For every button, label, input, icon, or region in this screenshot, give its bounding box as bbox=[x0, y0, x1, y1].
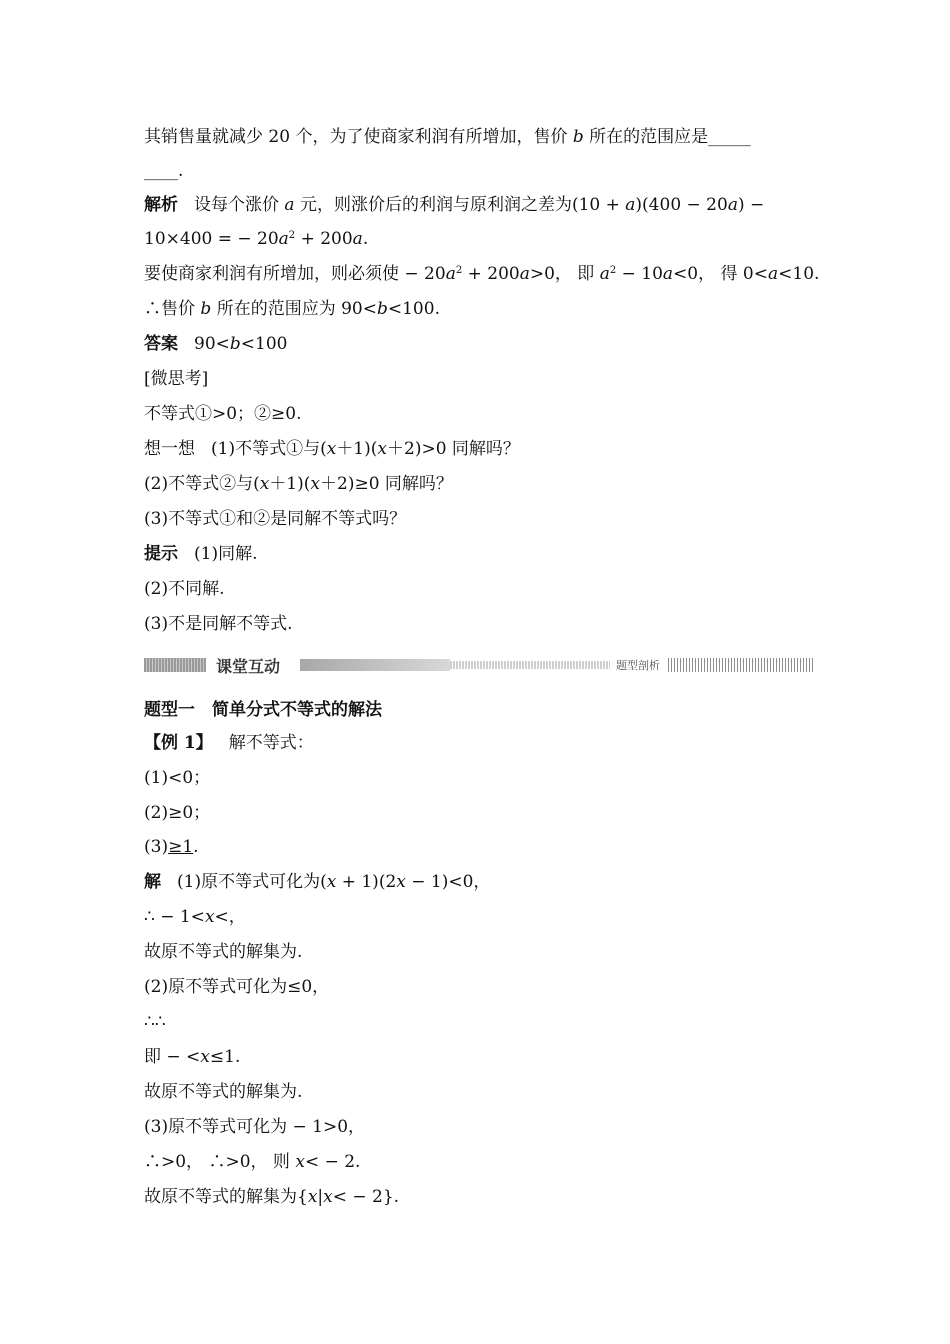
text: <100 bbox=[240, 334, 288, 354]
text: 要使商家利润有所增加，则必须使 − 20 bbox=[144, 264, 446, 284]
var-a: a bbox=[768, 264, 779, 284]
text: <10. bbox=[778, 264, 820, 284]
solution-line-3: 故原不等式的解集为. bbox=[144, 942, 303, 962]
var-a: a bbox=[662, 264, 674, 284]
answer-label: 答案 bbox=[144, 334, 178, 354]
analysis-line-2 bbox=[144, 228, 368, 250]
problem-1: (1)<0； bbox=[144, 768, 211, 788]
var-x: x bbox=[204, 907, 215, 927]
text: + 1)(2 bbox=[336, 872, 397, 892]
var-x: x bbox=[326, 439, 337, 459]
think-question-2 bbox=[144, 473, 453, 495]
var-x: x bbox=[310, 474, 320, 494]
question-label: 想一想 bbox=[144, 439, 195, 459]
var-a: a bbox=[445, 264, 456, 284]
text: ＋1)( bbox=[336, 439, 378, 459]
hint-line-3: (3)不是同解不等式. bbox=[144, 614, 293, 634]
solution-line-8: (3)原不等式可化为 − 1>0， bbox=[144, 1117, 366, 1137]
var-a: a bbox=[352, 229, 363, 249]
think-question-3: (3)不等式①和②是同解不等式吗？ bbox=[144, 509, 407, 529]
intro-line-1 bbox=[144, 126, 751, 148]
text: + 200 bbox=[295, 229, 353, 249]
exponent: 2 bbox=[609, 265, 617, 276]
text: <100. bbox=[387, 299, 440, 319]
var-a: a bbox=[599, 264, 610, 284]
text: 所在的范围应为 90< bbox=[211, 299, 377, 319]
text: <， bbox=[214, 907, 246, 927]
text: <0， 得 0< bbox=[673, 264, 768, 284]
text: (2)不等式②与( bbox=[144, 474, 260, 494]
var-x: x bbox=[396, 872, 406, 892]
text: ＋2)≥0 同解吗？ bbox=[320, 474, 453, 494]
var-x: x bbox=[307, 1187, 318, 1207]
text: . bbox=[362, 229, 369, 249]
text: ＋2)>0 同解吗？ bbox=[387, 439, 520, 459]
solution-line-2 bbox=[144, 906, 246, 928]
text: ∴>0， ∴>0， 则 bbox=[144, 1152, 296, 1172]
var-b: b bbox=[229, 334, 241, 354]
exponent: 2 bbox=[455, 265, 463, 276]
var-b: b bbox=[572, 127, 584, 147]
analysis-line-3 bbox=[144, 263, 819, 285]
solution-line-1 bbox=[144, 871, 490, 893]
text: + 200 bbox=[462, 264, 520, 284]
var-x: x bbox=[259, 474, 270, 494]
var-a: a bbox=[625, 195, 636, 215]
solution-line-10 bbox=[144, 1186, 399, 1208]
var-x: x bbox=[326, 872, 337, 892]
solution-line-7: 故原不等式的解集为. bbox=[144, 1082, 303, 1102]
text: )(400 − 20 bbox=[635, 195, 728, 215]
solution-label: 解 bbox=[144, 872, 161, 892]
text: 即 − < bbox=[144, 1047, 201, 1067]
hint-line-1 bbox=[144, 543, 257, 565]
text: 所在的范围应是_____ bbox=[583, 127, 751, 147]
text: 其销售量就减少 20 个，为了使商家利润有所增加，售价 bbox=[144, 127, 573, 147]
text: 故原不等式的解集为{ bbox=[144, 1187, 308, 1207]
banner-bar-mid bbox=[300, 659, 450, 671]
text: < − 2}. bbox=[332, 1187, 400, 1207]
think-question-1 bbox=[144, 438, 520, 460]
banner-bar-right bbox=[668, 658, 814, 672]
text: 解不等式： bbox=[228, 733, 314, 753]
var-a: a bbox=[278, 229, 289, 249]
text: ≤1. bbox=[209, 1047, 241, 1067]
text: − 1)<0， bbox=[405, 872, 491, 892]
text: − 10 bbox=[616, 264, 663, 284]
problem-3 bbox=[144, 836, 199, 858]
var-x: x bbox=[200, 1047, 210, 1067]
text: ＋1)( bbox=[269, 474, 311, 494]
think-line-1: 不等式①>0；②≥0. bbox=[144, 404, 302, 424]
text: (1)同解. bbox=[194, 544, 258, 564]
text: (1)不等式①与( bbox=[211, 439, 327, 459]
var-a: a bbox=[284, 195, 295, 215]
solution-line-6 bbox=[144, 1046, 240, 1068]
text: 元，则涨价后的利润与原利润之差为(10 + bbox=[294, 195, 626, 215]
text: 10×400 = − 20 bbox=[144, 229, 279, 249]
text: 设每个涨价 bbox=[194, 195, 285, 215]
text: 90< bbox=[194, 334, 230, 354]
banner-subtitle: 题型剖析 bbox=[616, 659, 660, 672]
text: (1)原不等式可化为( bbox=[177, 872, 327, 892]
text: ) − bbox=[737, 195, 765, 215]
hint-label: 提示 bbox=[144, 544, 178, 564]
var-b: b bbox=[200, 299, 212, 319]
answer-line bbox=[144, 333, 287, 355]
text: < − 2. bbox=[304, 1152, 361, 1172]
text: >0， 即 bbox=[529, 264, 600, 284]
solution-line-4: (2)原不等式可化为≤0， bbox=[144, 977, 330, 997]
text: ∴ − 1< bbox=[144, 907, 205, 927]
text: . bbox=[193, 837, 199, 857]
problem-2: (2)≥0； bbox=[144, 803, 211, 823]
solution-line-5: ∴∴ bbox=[144, 1012, 166, 1032]
text: | bbox=[317, 1187, 324, 1207]
intro-line-2: ____. bbox=[144, 161, 184, 181]
solution-line-9 bbox=[144, 1151, 360, 1173]
analysis-line-1 bbox=[144, 194, 764, 216]
var-a: a bbox=[519, 264, 530, 284]
type-heading: 题型一 简单分式不等式的解法 bbox=[144, 700, 382, 720]
think-heading: [微思考] bbox=[144, 369, 209, 389]
var-b: b bbox=[376, 299, 388, 319]
banner-bar-left bbox=[144, 658, 206, 672]
var-x: x bbox=[295, 1152, 305, 1172]
analysis-line-4 bbox=[144, 298, 440, 320]
analysis-label: 解析 bbox=[144, 195, 178, 215]
text: (3) bbox=[144, 837, 169, 857]
hint-line-2: (2)不同解. bbox=[144, 579, 225, 599]
section-banner bbox=[144, 656, 814, 674]
exponent: 2 bbox=[288, 230, 296, 241]
banner-bar-mid-stripes bbox=[450, 661, 610, 669]
var-x: x bbox=[377, 439, 387, 459]
var-x: x bbox=[323, 1187, 333, 1207]
example-line bbox=[144, 732, 314, 754]
example-label: 【例 1】 bbox=[144, 733, 213, 753]
text: ∴售价 bbox=[144, 299, 201, 319]
var-a: a bbox=[727, 195, 738, 215]
text: ≥1 bbox=[168, 837, 194, 857]
banner-title: 课堂互动 bbox=[216, 657, 281, 676]
